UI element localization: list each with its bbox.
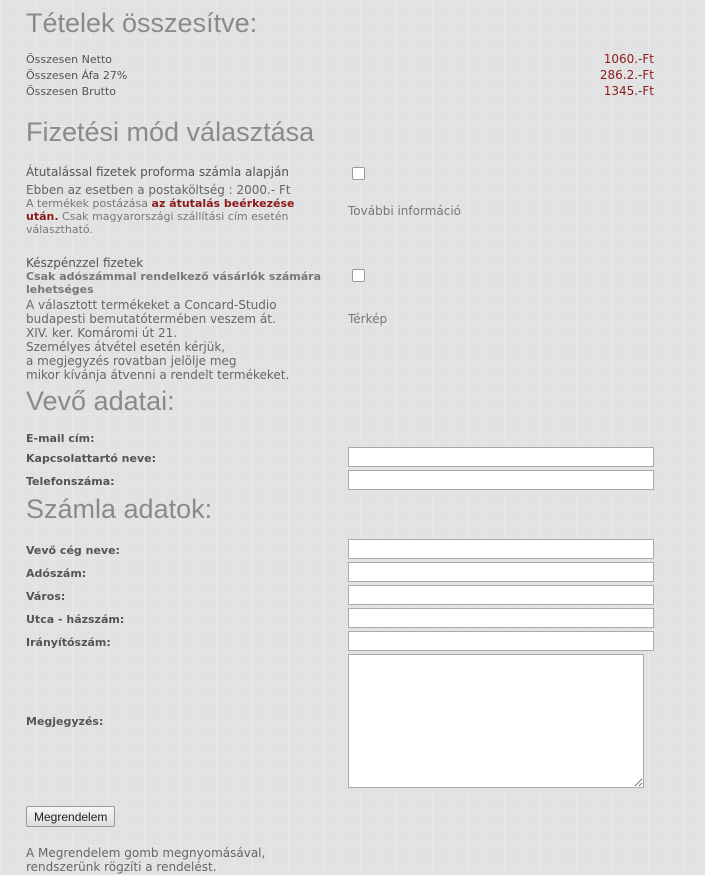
cash-desc-line6: mikor kívánja átvenni a rendelt termékeket. (26, 368, 290, 382)
company-name-label: Vevő cég neve: (26, 544, 120, 557)
brutto-label: Összesen Brutto (26, 85, 117, 98)
zip-input[interactable] (348, 631, 654, 651)
cash-desc-line1: A választott termékeket a Concard-Studio (26, 298, 277, 312)
transfer-note-highlight-2: után. (26, 210, 59, 223)
invoice-title: Számla adatok: (26, 494, 213, 524)
phone-input[interactable] (348, 470, 654, 490)
cash-desc-line2: budapesti bemutatótermében veszem át. (26, 312, 276, 326)
transfer-note (26, 197, 346, 236)
transfer-option-label: Átutalással fizetek proforma számla alapján (26, 165, 289, 179)
buyer-title: Vevő adatai: (26, 386, 175, 416)
summary-title: Tételek összesítve: (26, 8, 258, 38)
transfer-checkbox[interactable] (352, 167, 365, 180)
tax-number-input[interactable] (348, 562, 654, 582)
street-input[interactable] (348, 608, 654, 628)
footer-note (26, 846, 265, 874)
company-name-input[interactable] (348, 539, 654, 559)
more-info-link[interactable]: További információ (348, 204, 462, 218)
cash-checkbox[interactable] (352, 269, 365, 282)
cash-restriction (26, 270, 356, 296)
contact-name-label: Kapcsolattartó neve: (26, 452, 156, 465)
vat-value: 286.2.-Ft (599, 68, 654, 82)
cash-restriction-line1: Csak adószámmal rendelkező vásárlók számára (26, 270, 322, 283)
email-label: E-mail cím: (26, 432, 95, 445)
cash-desc-line5: a megjegyzés rovatban jelölje meg (26, 354, 237, 368)
transfer-note-highlight: az átutalás beérkezése (151, 197, 295, 210)
note-label: Megjegyzés: (26, 715, 104, 728)
city-input[interactable] (348, 585, 654, 605)
note-textarea[interactable] (348, 654, 644, 788)
transfer-note-text-b: Csak magyarországi szállítási cím esetén (58, 210, 289, 223)
map-link[interactable]: Térkép (348, 312, 388, 326)
cash-restriction-line2: lehetséges (26, 283, 94, 296)
transfer-shipping-cost: Ebben az esetben a postaköltség : 2000.- Ft (26, 183, 291, 197)
cash-description (26, 298, 289, 382)
footer-line2: rendszerünk rögzíti a rendelést. (26, 860, 217, 874)
contact-name-input[interactable] (348, 447, 654, 467)
payment-title: Fizetési mód választása (26, 117, 315, 147)
netto-label: Összesen Netto (26, 53, 112, 66)
city-label: Város: (26, 590, 66, 603)
vat-label: Összesen Áfa 27% (26, 69, 128, 82)
tax-number-label: Adószám: (26, 567, 87, 580)
order-button[interactable]: Megrendelem (26, 806, 115, 827)
zip-label: Irányítószám: (26, 636, 111, 649)
transfer-description (26, 183, 346, 236)
cash-desc-line4: Személyes átvétel esetén kérjük, (26, 340, 226, 354)
street-label: Utca - házszám: (26, 613, 125, 626)
transfer-note-text-c: választható. (26, 223, 93, 236)
cash-desc-line3: XIV. ker. Komáromi út 21. (26, 326, 178, 340)
brutto-value: 1345.-Ft (603, 84, 654, 98)
transfer-note-text-a: A termékek postázása (26, 197, 152, 210)
phone-label: Telefonszáma: (26, 475, 115, 488)
footer-line1: A Megrendelem gomb megnyomásával, (26, 846, 266, 860)
netto-value: 1060.-Ft (603, 52, 654, 66)
cash-option-label: Készpénzzel fizetek (26, 256, 144, 270)
